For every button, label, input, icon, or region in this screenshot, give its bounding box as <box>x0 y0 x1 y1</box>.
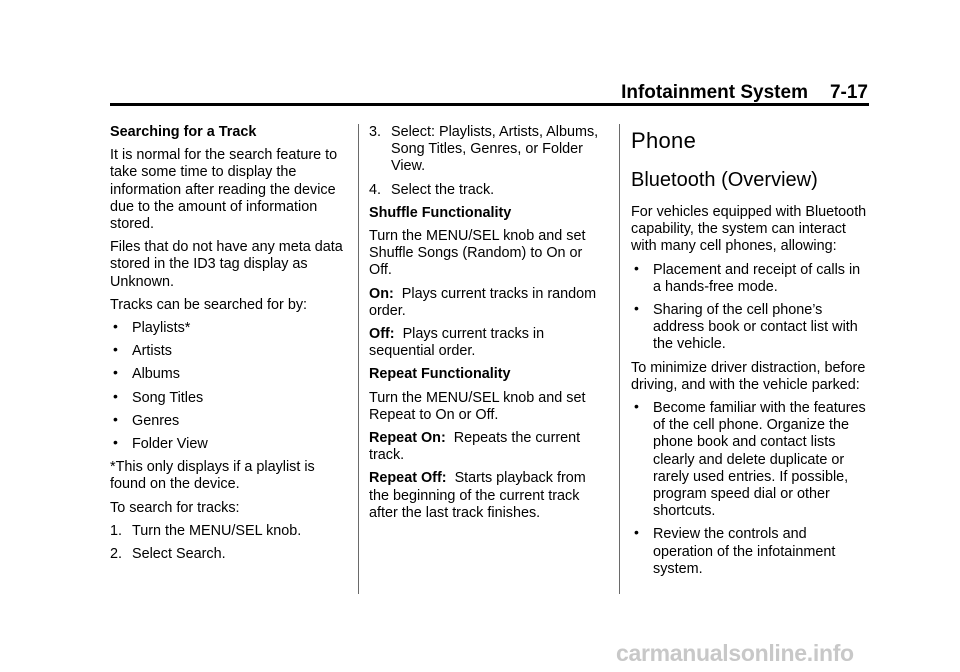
list-item <box>631 259 869 296</box>
header-rule <box>110 103 869 106</box>
search-criteria-list <box>110 320 344 453</box>
step-item <box>369 124 609 176</box>
column-2 <box>369 124 609 528</box>
shuffle-off-text: Plays current tracks in sequential order. <box>369 326 545 360</box>
shuffle-paragraph: Turn the MENU/SEL knob and set Shuffle Songs (Random) to On or Off. <box>369 228 586 279</box>
bullet-icon: • <box>113 434 118 451</box>
column-3 <box>631 124 869 584</box>
repeat-heading: Repeat Functionality <box>369 366 511 383</box>
list-item <box>110 410 344 430</box>
list-item <box>631 400 869 520</box>
bluetooth-paragraph-1: For vehicles equipped with Bluetooth capability, the system can interact with many cell phones, allowing: <box>631 204 867 255</box>
list-item <box>110 366 344 383</box>
search-heading: Searching for a Track <box>110 124 257 140</box>
bluetooth-features-list <box>631 259 869 354</box>
search-steps-continued <box>369 124 609 199</box>
search-paragraph-4: To search for tracks: <box>110 499 240 516</box>
search-paragraph-2: Files that do not have any meta data stored in the ID3 tag display as Unknown. <box>110 239 343 290</box>
bullet-icon: • <box>113 364 118 381</box>
bullet-icon: • <box>113 387 118 404</box>
shuffle-off-description <box>369 326 609 360</box>
repeat-off-text: Starts playback from the beginning of the current track after the last track finishes. <box>369 470 586 521</box>
bluetooth-paragraph-2: To minimize driver distraction, before driving, and with the vehicle parked: <box>631 359 866 393</box>
list-item <box>110 436 344 453</box>
list-item-text: Sharing of the cell phone’s address book or contact list with the vehicle. <box>653 302 858 353</box>
repeat-off-description <box>369 470 609 522</box>
shuffle-on-text: Plays current tracks in random order. <box>369 285 597 319</box>
phone-title: Phone <box>631 128 697 153</box>
step-text: Turn the MENU/SEL knob. <box>132 522 302 539</box>
shuffle-on-label: On: <box>369 285 394 302</box>
column-divider-2 <box>619 124 620 594</box>
step-number: 4. <box>369 181 382 198</box>
step-text: Select Search. <box>132 546 226 563</box>
list-item-text: Artists <box>132 343 172 360</box>
column-divider-1 <box>358 124 359 594</box>
step-text: Select: Playlists, Artists, Albums, Song Titles, Genres, or Folder View. <box>391 124 599 175</box>
bullet-icon: • <box>634 300 639 317</box>
shuffle-heading: Shuffle Functionality <box>369 204 512 221</box>
list-item-text: Playlists* <box>132 320 191 337</box>
bluetooth-subtitle: Bluetooth (Overview) <box>631 169 818 191</box>
bullet-icon: • <box>634 259 639 276</box>
repeat-off-label: Repeat Off: <box>369 470 447 487</box>
list-item-text: Folder View <box>132 436 208 453</box>
section-title: Infotainment System <box>621 82 808 103</box>
shuffle-on-description <box>369 286 609 320</box>
list-item <box>110 343 344 360</box>
bullet-icon: • <box>634 398 639 415</box>
list-item-text: Review the controls and operation of the infotainment system. <box>653 526 836 577</box>
step-item <box>369 182 609 199</box>
list-item <box>631 526 869 578</box>
search-steps <box>110 523 344 563</box>
playlist-note: *This only displays if a playlist is found on the device. <box>110 459 315 493</box>
step-number: 2. <box>110 546 123 563</box>
bullet-icon: • <box>113 410 118 427</box>
list-item <box>110 387 344 407</box>
bullet-icon: • <box>113 341 118 358</box>
list-item-text: Placement and receipt of calls in a hands-free mode. <box>653 261 861 295</box>
repeat-on-text: Repeats the current track. <box>369 430 581 464</box>
list-item <box>110 320 344 337</box>
step-item <box>110 523 344 540</box>
step-number: 3. <box>369 124 382 140</box>
search-paragraph-1: It is normal for the search feature to take some time to display the information after reading the device due to the amount of information stored. <box>110 147 338 233</box>
list-item-text: Become familiar with the features of the cell phone. Organize the phone book and contact lists clearly and delete duplicate or rarely used entries. If possible, program speed dial or other shortcuts. <box>653 400 866 520</box>
list-item-text: Albums <box>132 366 180 383</box>
watermark: carmanualsonline.info <box>616 640 854 666</box>
column-1 <box>110 124 344 569</box>
shuffle-off-label: Off: <box>369 326 395 343</box>
list-item-text: Song Titles <box>132 389 204 406</box>
search-paragraph-3: Tracks can be searched for by: <box>110 296 308 313</box>
bullet-icon: • <box>634 524 639 541</box>
repeat-paragraph: Turn the MENU/SEL knob and set Repeat to On or Off. <box>369 389 586 423</box>
step-text: Select the track. <box>391 181 495 198</box>
repeat-on-label: Repeat On: <box>369 430 446 447</box>
step-number: 1. <box>110 522 123 539</box>
list-item-text: Genres <box>132 412 180 429</box>
step-item <box>110 546 344 563</box>
repeat-on-description <box>369 430 609 464</box>
bullet-icon: • <box>113 318 118 335</box>
list-item <box>631 302 869 354</box>
page-number: 7-17 <box>829 82 868 103</box>
bluetooth-tips-list <box>631 400 869 578</box>
